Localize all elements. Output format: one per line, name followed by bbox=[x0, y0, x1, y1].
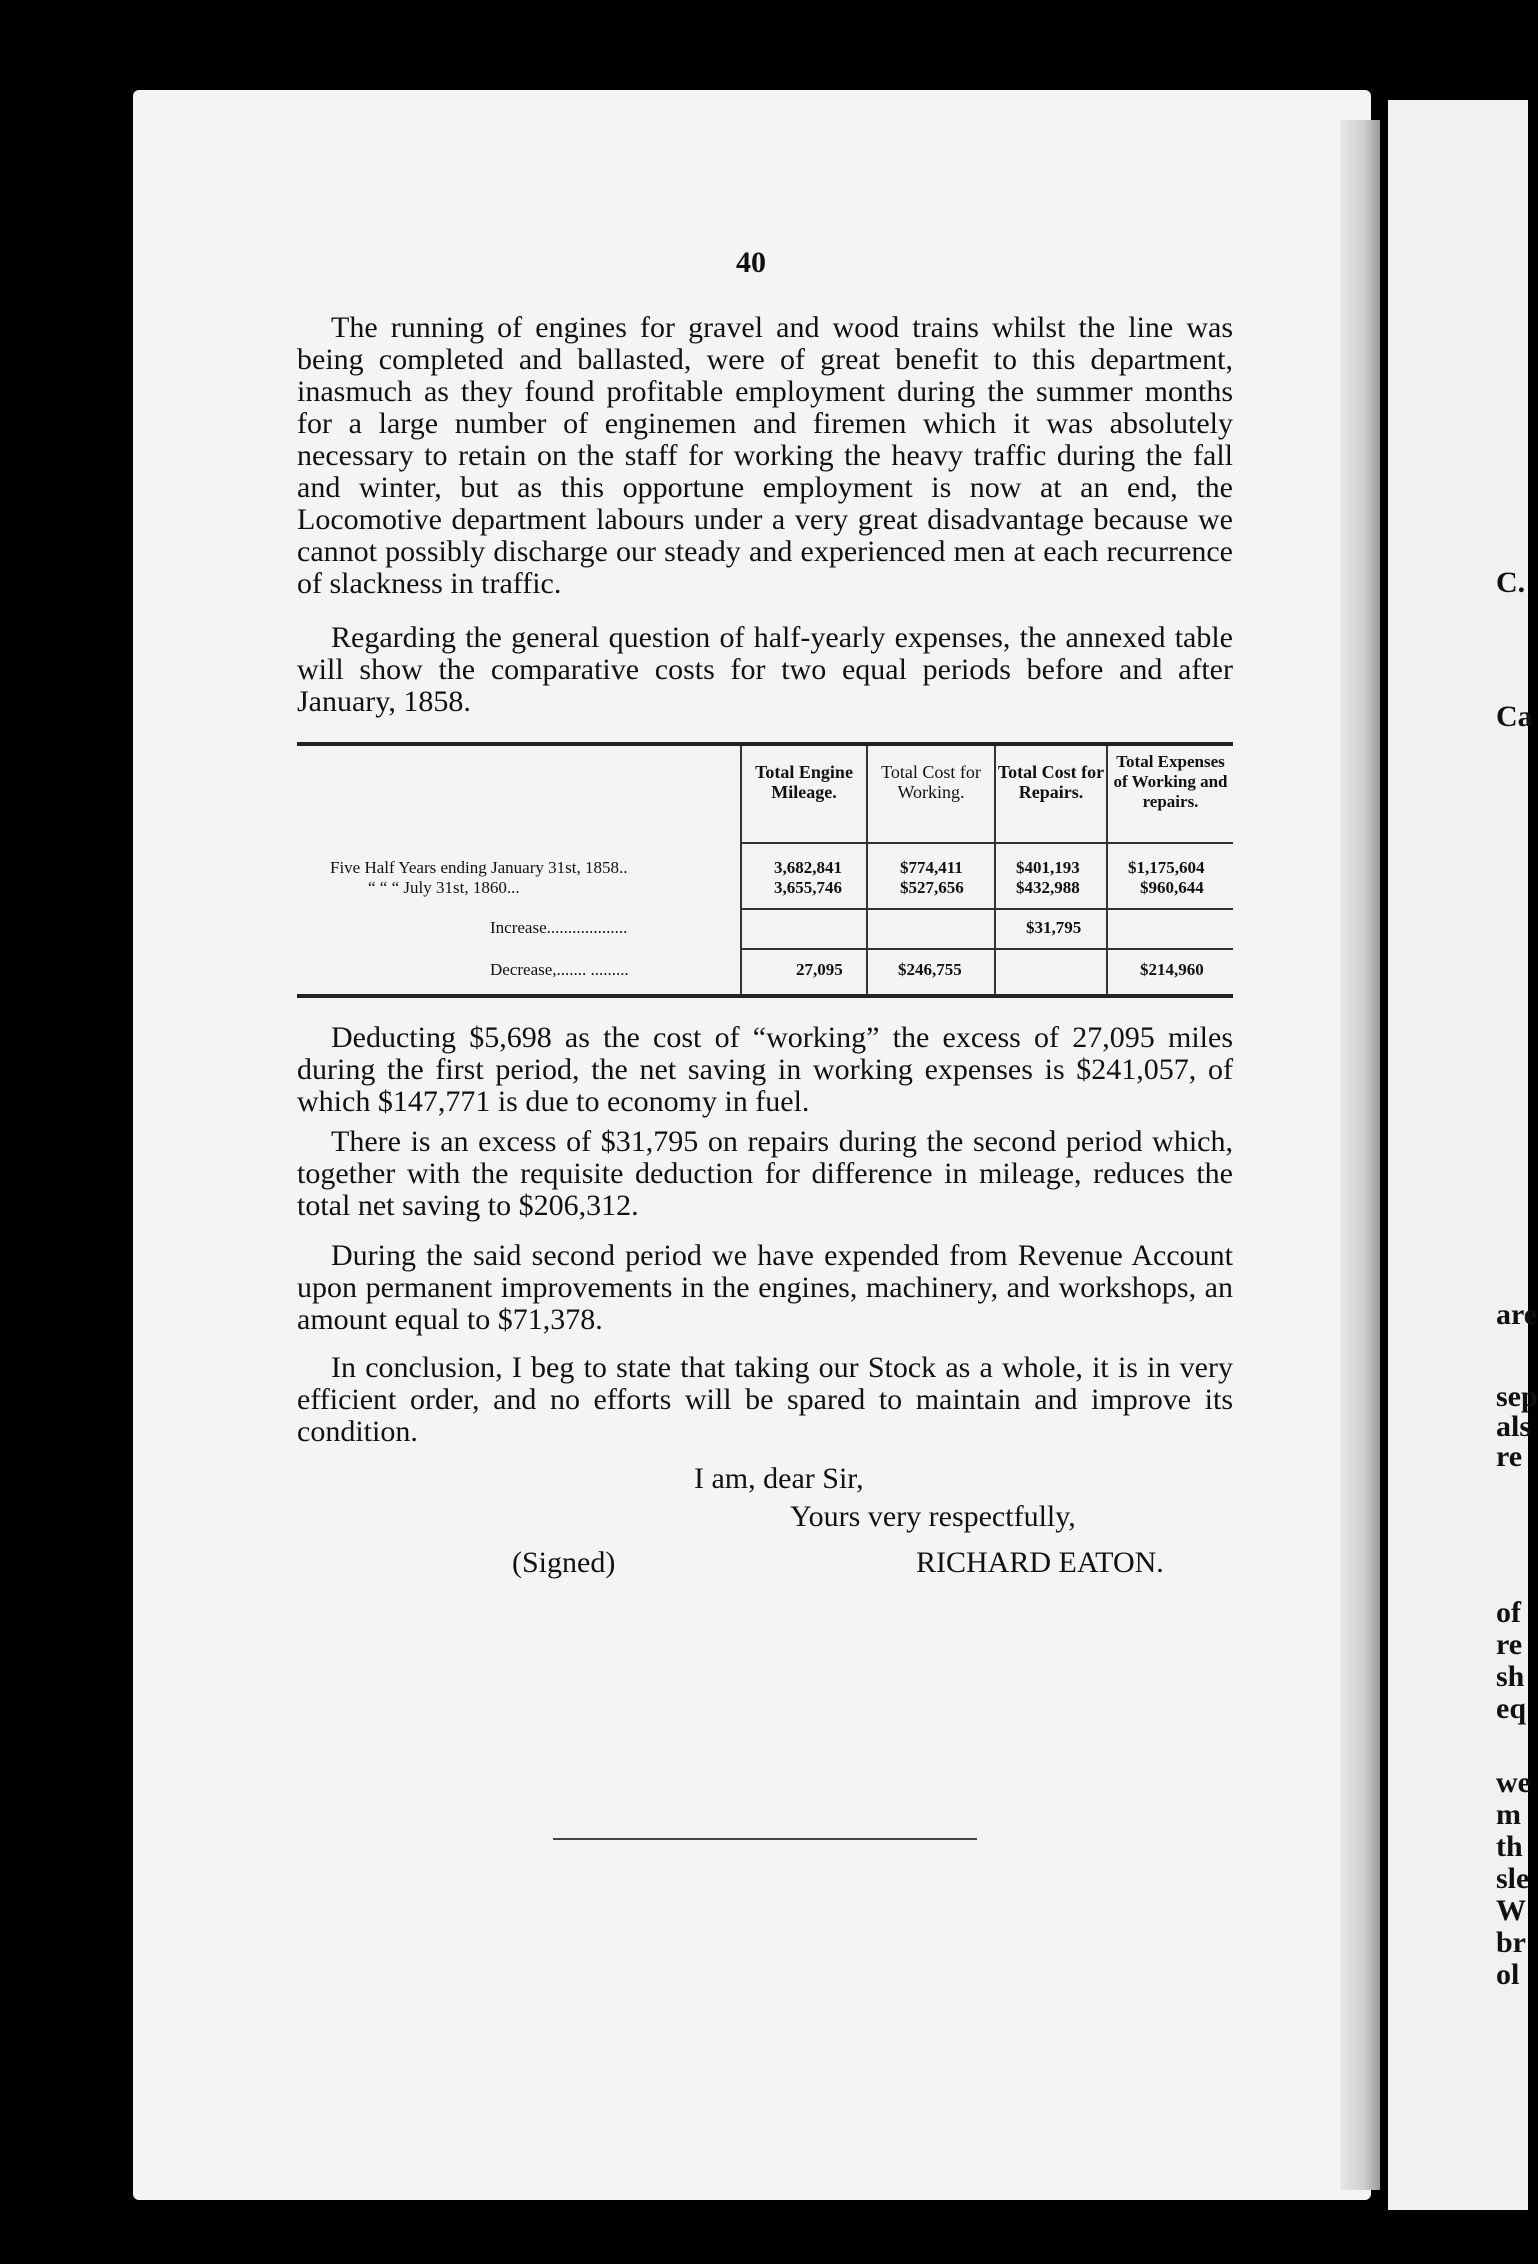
adjacent-fragment: sep bbox=[1496, 1380, 1538, 1413]
adjacent-fragment: re bbox=[1496, 1628, 1523, 1661]
cell: $401,193 bbox=[1016, 858, 1080, 877]
table-header-rule bbox=[740, 842, 1233, 844]
page-number: 40 bbox=[736, 246, 766, 279]
closing-rule bbox=[553, 1838, 977, 1840]
adjacent-fragment: of bbox=[1496, 1596, 1521, 1629]
paragraph-engines: The running of engines for gravel and wood trains whilst the line was being completed and ballasted, were of great benefit to this department, inasmuch as they found profitable employment during the summer months for a large number of enginemen and firemen which it was absolutely necessary to retain on the staff for working the heavy traffic during the fall and winter, but as this opportune employment is now at an end, the Locomotive department labours under a very great disadvantage because we cannot possibly discharge our steady and experienced men at each recurrence of slackness in traffic. bbox=[297, 311, 1233, 600]
cell: $31,795 bbox=[1026, 918, 1082, 937]
header-total: Total Expenses of Working and repairs. bbox=[1113, 752, 1228, 811]
row-label: Decrease,....... ......... bbox=[490, 960, 629, 979]
cell: $214,960 bbox=[1140, 960, 1204, 979]
signature-name: RICHARD EATON. bbox=[916, 1546, 1164, 1579]
cell: 3,682,841 bbox=[774, 858, 842, 877]
adjacent-fragment: ol bbox=[1496, 1958, 1520, 1991]
cell: $246,755 bbox=[898, 960, 962, 979]
adjacent-fragment: br bbox=[1496, 1926, 1526, 1959]
valediction: Yours very respectfully, bbox=[790, 1500, 1076, 1533]
row-label: Increase................... bbox=[490, 918, 628, 937]
cell: $774,411 bbox=[900, 858, 963, 877]
table-top-rule bbox=[297, 742, 1233, 746]
header-repairs: Total Cost for Repairs. bbox=[997, 762, 1105, 802]
paragraph-revenue: During the said second period we have expended from Revenue Account upon permanent improvements in the engines, machinery, and workshops, an amount equal to $71,378. bbox=[297, 1239, 1233, 1336]
adjacent-fragment: eq bbox=[1496, 1692, 1526, 1725]
adjacent-fragment: sle bbox=[1496, 1862, 1530, 1895]
signed-note: (Signed) bbox=[512, 1546, 616, 1579]
paragraph-excess: There is an excess of $31,795 on repairs during the second period which, together with the requisite deduction for difference in mileage, reduces the total net saving to $206,312. bbox=[297, 1125, 1233, 1222]
adjacent-fragment: als bbox=[1496, 1410, 1532, 1443]
adjacent-fragment: W bbox=[1496, 1894, 1526, 1927]
salutation: I am, dear Sir, bbox=[694, 1462, 864, 1495]
table-bottom-rule bbox=[297, 994, 1233, 998]
cell: $1,175,604 bbox=[1128, 858, 1205, 877]
paragraph-conclusion: In conclusion, I beg to state that taking our Stock as a whole, it is in very efficient order, and no efforts will be spared to maintain and improve its condition. bbox=[297, 1351, 1233, 1448]
adjacent-fragment: th bbox=[1496, 1830, 1523, 1863]
row-label: “ “ “ July 31st, 1860... bbox=[368, 878, 520, 897]
header-mileage: Total Engine Mileage. bbox=[755, 762, 853, 802]
adjacent-fragment: are bbox=[1496, 1298, 1538, 1331]
cell: $432,988 bbox=[1016, 878, 1080, 897]
page-edge-shadow bbox=[1340, 120, 1380, 2190]
paragraph-deducting: Deducting $5,698 as the cost of “working” the excess of 27,095 miles during the first period, the net saving in working expenses is $241,057, of which $147,771 is due to economy in fuel. bbox=[297, 1021, 1233, 1118]
cell: $960,644 bbox=[1140, 878, 1204, 897]
cell: 27,095 bbox=[796, 960, 843, 979]
paragraph-expenses: Regarding the general question of half-yearly expenses, the annexed table will show the comparative costs for two equal periods before and after January, 1858. bbox=[297, 621, 1233, 718]
adjacent-fragment: m bbox=[1496, 1798, 1521, 1831]
table-row-rule bbox=[740, 908, 1233, 910]
row-label: Five Half Years ending January 31st, 1858.. bbox=[330, 858, 628, 877]
adjacent-fragment: sh bbox=[1496, 1660, 1525, 1693]
adjacent-fragment: we bbox=[1496, 1766, 1531, 1799]
header-working: Total Cost for Working. bbox=[881, 762, 981, 802]
table-row-rule bbox=[740, 948, 1233, 950]
cell: $527,656 bbox=[900, 878, 964, 897]
adjacent-fragment: Ca bbox=[1496, 700, 1533, 733]
adjacent-fragment: C. bbox=[1496, 566, 1526, 599]
cell: 3,655,746 bbox=[774, 878, 842, 897]
adjacent-fragment: re bbox=[1496, 1440, 1523, 1473]
